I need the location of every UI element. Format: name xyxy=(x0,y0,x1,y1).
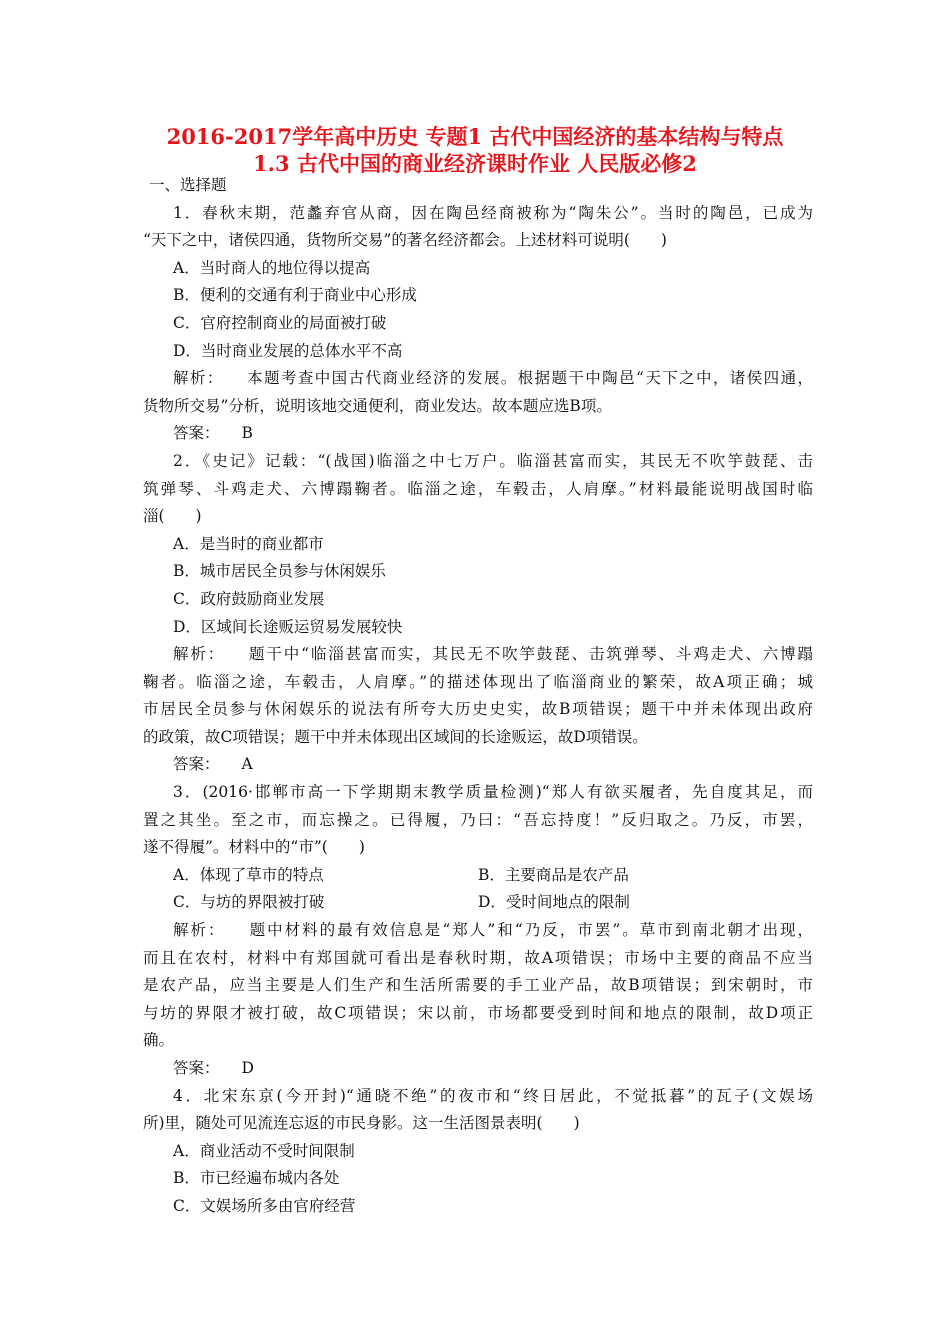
analysis-line xyxy=(143,917,813,945)
answer-line xyxy=(143,1055,813,1083)
analysis-label: 解析： xyxy=(173,369,224,388)
answer-label: 答案： xyxy=(173,755,220,774)
option-a: A．是当时的商业都市 xyxy=(173,534,324,553)
option-c: C．官府控制商业的局面被打破 xyxy=(173,313,387,332)
analysis-label: 解析： xyxy=(173,921,226,940)
question-3 xyxy=(143,779,813,1083)
answer-label: 答案： xyxy=(173,424,220,443)
question-stem-line: 置之其坐。至之市，而忘操之。已得履，乃曰：“吾忘持度！”反归取之。乃反，市罢， xyxy=(143,810,813,829)
analysis-line: 确。 xyxy=(143,1031,175,1050)
question-4 xyxy=(143,1083,813,1221)
section-heading: 一、选择题 xyxy=(149,176,227,194)
option-b: B．主要商品是农产品 xyxy=(478,865,629,884)
analysis-line: 货物所交易”分析，说明该地交通便利，商业发达。故本题应选B项。 xyxy=(143,396,612,415)
document-title-line-2: 1.3 古代中国的商业经济课时作业 人民版必修2 xyxy=(253,151,697,176)
document-body xyxy=(143,172,813,1221)
option-row xyxy=(143,889,813,917)
option-c: C．政府鼓励商业发展 xyxy=(173,589,325,608)
analysis-line xyxy=(143,641,813,669)
option-a: A．当时商人的地位得以提高 xyxy=(173,258,371,277)
analysis-line: 与坊的界限才被打破，故C项错误；宋以前，市场都要受到时间和地点的限制，故D项正 xyxy=(143,1003,813,1022)
question-stem-line: 所)里，随处可见流连忘返的市民身影。这一生活图景表明( ) xyxy=(143,1114,580,1133)
option-c: C．文娱场所多由官府经营 xyxy=(173,1196,356,1215)
question-2 xyxy=(143,448,813,779)
option-a: A．体现了草市的特点 xyxy=(173,865,324,884)
analysis-line: 鞠者。临淄之途，车毂击，人肩摩。”的描述体现出了临淄商业的繁荣，故A项正确；城 xyxy=(143,672,813,691)
analysis-label: 解析： xyxy=(173,645,226,664)
option-d: D．当时商业发展的总体水平不高 xyxy=(173,341,403,360)
option-d: D．区域间长途贩运贸易发展较快 xyxy=(173,617,403,636)
analysis-text: 题干中“临淄甚富而实，其民无不吹竽鼓琵、击筑弹琴、斗鸡走犬、六博蹋 xyxy=(247,645,813,664)
analysis-line: 是农产品，应当主要是人们生产和生活所需要的手工业产品，故B项错误；到宋朝时，市 xyxy=(143,976,813,995)
answer-line xyxy=(143,420,813,448)
option-b: B．城市居民全员参与休闲娱乐 xyxy=(173,562,386,581)
analysis-text: 本题考查中国古代商业经济的发展。根据题干中陶邑“天下之中，诸侯四通， xyxy=(245,369,813,388)
option-d: D．受时间地点的限制 xyxy=(478,893,630,912)
analysis-line: 的政策，故C项错误；题干中并未体现出区域间的长途贩运，故D项错误。 xyxy=(143,727,648,746)
question-1 xyxy=(143,200,813,448)
analysis-line: 市居民全员参与休闲娱乐的说法有所夸大历史史实，故B项错误；题干中并未体现出政府 xyxy=(143,700,813,719)
analysis-line: 而且在农村，材料中有郑国就可看出是春秋时期，故A项错误；市场中主要的商品不应当 xyxy=(143,948,813,967)
document-title-line-1: 2016-2017学年高中历史 专题1 古代中国经济的基本结构与特点 xyxy=(166,124,784,149)
analysis-text: 题中材料的最有效信息是“郑人”和“乃反，市罢”。草市到南北朝才出现， xyxy=(247,921,813,940)
question-stem-line: 筑弹琴、斗鸡走犬、六博蹋鞠者。临淄之途，车毂击，人肩摩。”材料最能说明战国时临 xyxy=(143,479,813,498)
option-b: B．便利的交通有利于商业中心形成 xyxy=(173,286,417,305)
question-stem-line: 2．《史记》记载：“(战国)临淄之中七万户。临淄甚富而实，其民无不吹竽鼓琵、击 xyxy=(173,451,813,470)
question-stem-line: “天下之中，诸侯四通，货物所交易”的著名经济都会。上述材料可说明( ) xyxy=(143,231,667,250)
question-stem-line: 1．春秋末期，范蠡弃官从商，因在陶邑经商被称为“陶朱公”。当时的陶邑，已成为 xyxy=(173,203,813,222)
question-stem-line: 淄( ) xyxy=(143,507,202,526)
option-b: B．市已经遍布城内各处 xyxy=(173,1169,340,1188)
answer-label: 答案： xyxy=(173,1059,220,1077)
analysis-line xyxy=(143,365,813,393)
question-stem-line: 3．(2016·邯郸市高一下学期期末教学质量检测)“郑人有欲买履者，先自度其足，而 xyxy=(173,783,813,802)
option-row xyxy=(143,862,813,890)
answer-value: D xyxy=(241,1059,254,1077)
option-c: C．与坊的界限被打破 xyxy=(173,893,325,912)
question-stem-line: 4．北宋东京(今开封)“通晓不绝”的夜市和“终日居此，不觉抵暮”的瓦子(文娱场 xyxy=(173,1086,813,1105)
answer-value: A xyxy=(241,755,253,774)
answer-value: B xyxy=(241,424,253,443)
question-stem-line: 遂不得履”。材料中的“市”( ) xyxy=(143,838,365,857)
option-a: A．商业活动不受时间限制 xyxy=(173,1141,355,1160)
answer-line xyxy=(143,751,813,779)
